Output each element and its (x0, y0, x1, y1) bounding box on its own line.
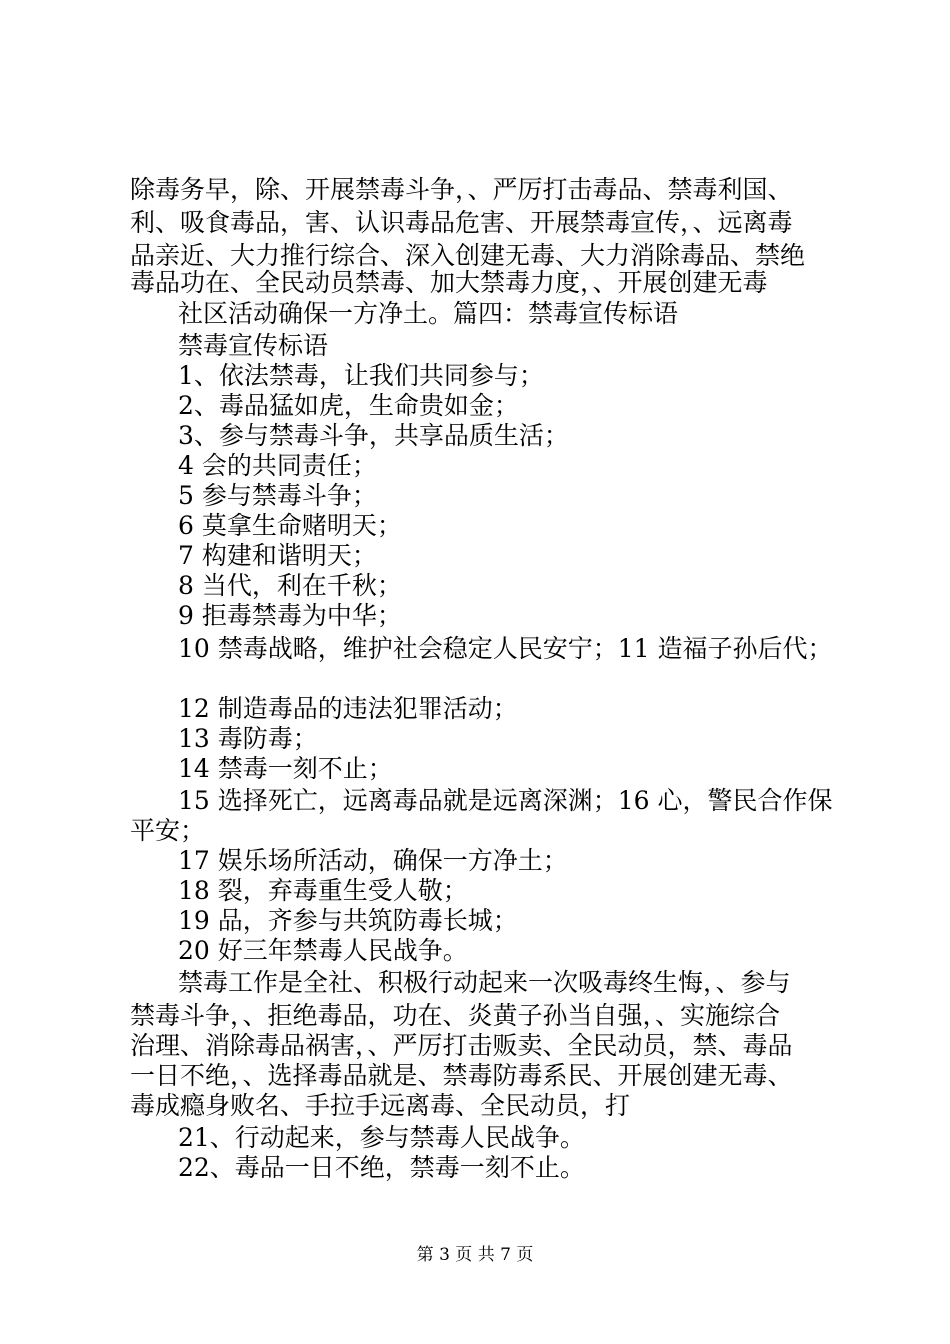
list-item: 14 禁毒一刻不止； (178, 754, 393, 783)
text-line: 禁毒斗争，、拒绝毒品，功在、炎黄子孙当自强，、实施综合 (130, 1001, 781, 1030)
text-line: 社区活动确保一方净土。篇四：禁毒宣传标语 (178, 299, 679, 328)
text-line: 除毒务早，除、开展禁毒斗争，、严厉打击毒品、禁毒利国、 (130, 175, 793, 204)
text-line: 毒成瘾身败名、手拉手远离毒、全民动员，打 (130, 1091, 631, 1120)
text-line: 禁毒宣传标语 (178, 331, 329, 360)
list-item: 7 构建和谐明天； (178, 541, 377, 570)
list-item: 6 莫拿生命赌明天； (178, 511, 402, 540)
text-line: 禁毒工作是全社、积极行动起来一次吸毒终生悔，、参与 (178, 968, 791, 997)
list-item: 21、行动起来，参与禁毒人民战争。 (178, 1123, 585, 1152)
list-item: 20 好三年禁毒人民战争。 (178, 936, 468, 965)
list-item: 17 娱乐场所活动，确保一方净土； (178, 846, 568, 875)
text-line: 毒品功在、全民动员禁毒、加大禁毒力度，、开展创建无毒 (130, 268, 768, 297)
list-item: 19 品，齐参与共筑防毒长城； (178, 906, 518, 935)
text-line: 一日不绝，、选择毒品就是、禁毒防毒系民、开展创建无毒、 (130, 1061, 793, 1090)
list-item: 1、依法禁毒，让我们共同参与； (178, 361, 544, 390)
list-item: 10 禁毒战略，维护社会稳定人民安宁；11 造福子孙后代； (178, 634, 833, 663)
list-item: 2、毒品猛如虎，生命贵如金； (178, 391, 519, 420)
text-line: 品亲近、大力推行综合、深入创建无毒、大力消除毒品、禁绝 (130, 241, 806, 270)
list-item: 12 制造毒品的违法犯罪活动； (178, 694, 518, 723)
list-item: 9 拒毒禁毒为中华； (178, 601, 402, 630)
list-item: 18 裂，弃毒重生受人敬； (178, 876, 468, 905)
list-item: 15 选择死亡，远离毒品就是远离深渊；16 心，警民合作保 (178, 786, 833, 815)
text-line: 利、吸食毒品，害、认识毒品危害、开展禁毒宣传，、远离毒 (130, 208, 793, 237)
list-item: 22、毒品一日不绝，禁毒一刻不止。 (178, 1153, 585, 1182)
list-item-continued: 平安； (130, 816, 206, 845)
list-item: 8 当代，利在千秋； (178, 571, 402, 600)
list-item: 5 参与禁毒斗争； (178, 481, 377, 510)
page-number-footer: 第 3 页 共 7 页 (416, 1245, 534, 1265)
list-item: 3、参与禁毒斗争，共享品质生活； (178, 421, 569, 450)
text-line: 治理、消除毒品祸害，、严厉打击贩卖、全民动员，禁、毒品 (130, 1031, 793, 1060)
list-item: 4 会的共同责任； (178, 451, 377, 480)
list-item: 13 毒防毒； (178, 724, 318, 753)
